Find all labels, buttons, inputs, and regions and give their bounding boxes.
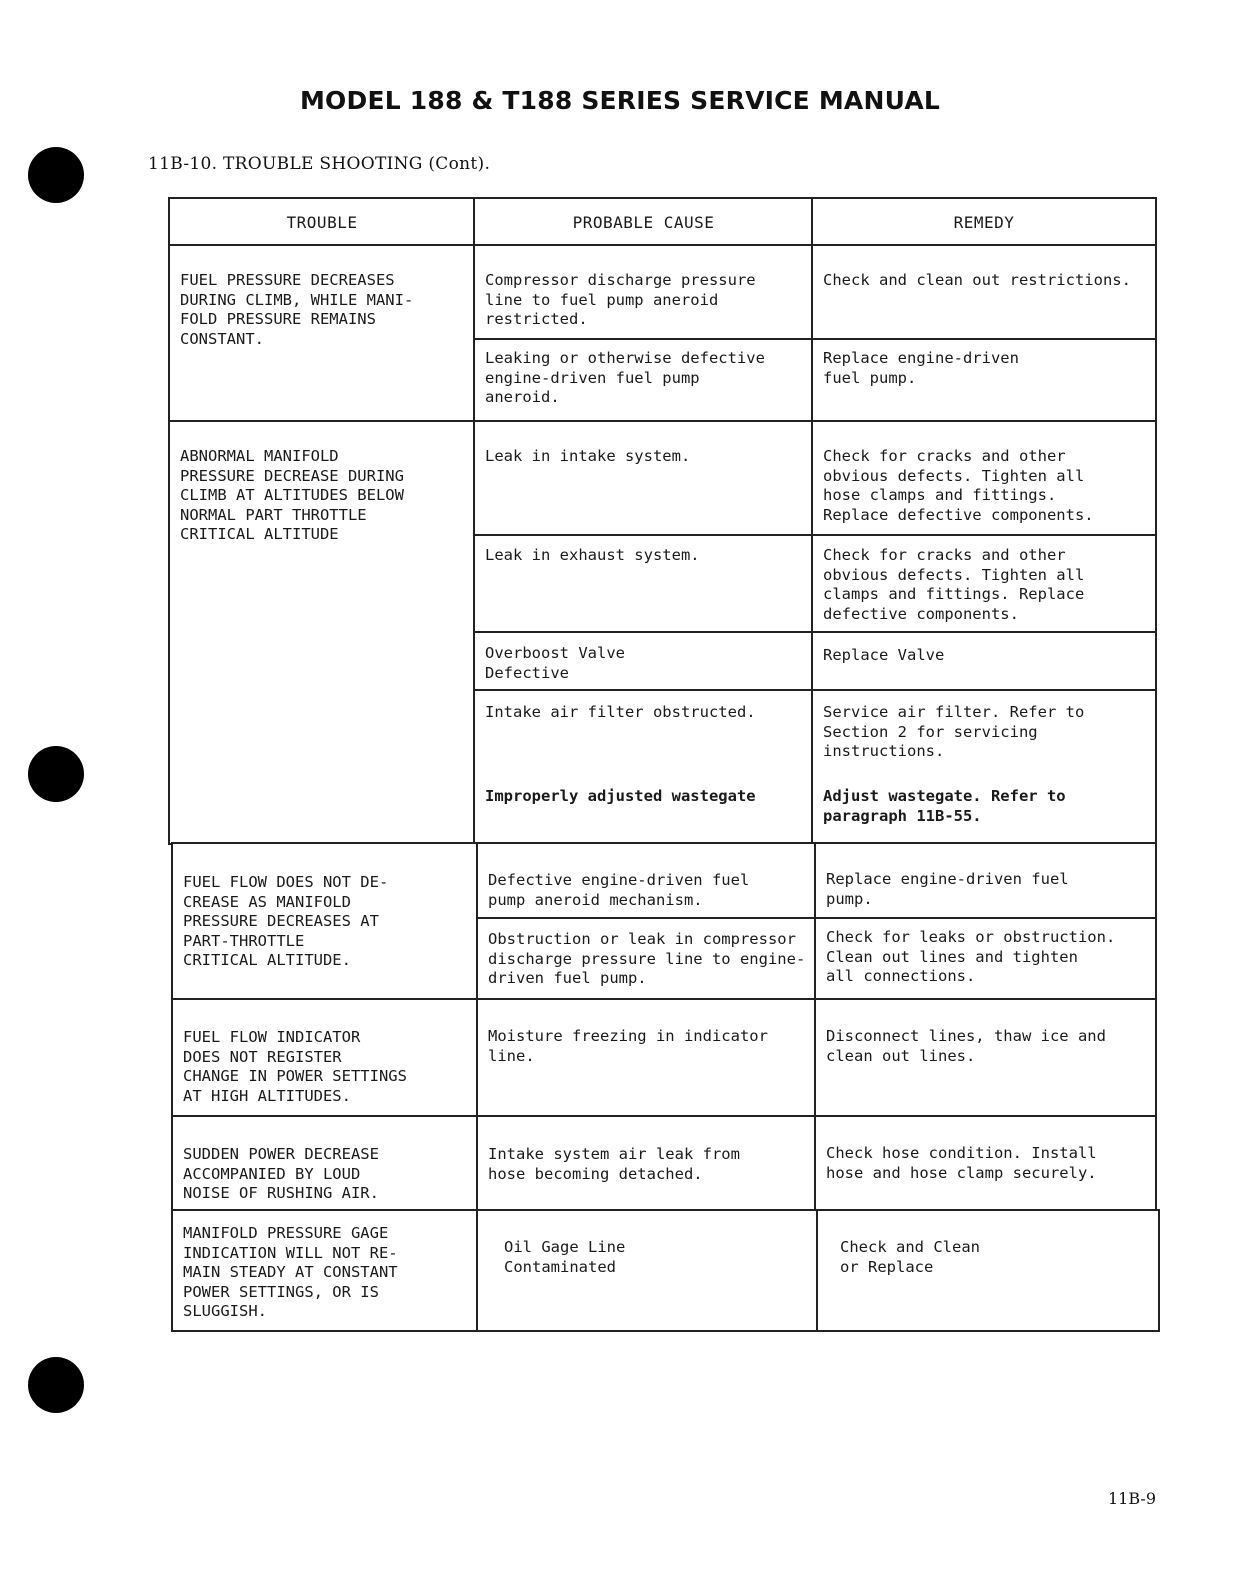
binder-hole-top (28, 147, 84, 203)
page-number: 11B-9 (1108, 1489, 1156, 1508)
cause-text: Improperly adjusted wastegate (485, 787, 756, 805)
cause-text: Compressor discharge pressure line to fuel pump aneroid restricted. (485, 271, 756, 328)
trouble-text: MANIFOLD PRESSURE GAGE INDICATION WILL NOT RE- MAIN STEADY AT CONSTANT POWER SETTINGS, OR IS SLUGGISH. (183, 1224, 398, 1320)
cause-text: Leak in intake system. (485, 447, 691, 465)
trouble-cell (171, 1115, 479, 1212)
binder-hole-middle (28, 746, 84, 802)
remedy-cell (814, 1115, 1157, 1212)
trouble-cell (168, 420, 476, 845)
cause-cell (473, 689, 814, 845)
trouble-text: FUEL FLOW DOES NOT DE- CREASE AS MANIFOLD PRESSURE DECREASES AT PART-THROTTLE CRITICAL ALTITUDE. (183, 873, 389, 969)
remedy-text: Check for cracks and other obvious defects. Tighten all clamps and fittings. Replace defective components. (823, 546, 1085, 623)
trouble-text: ABNORMAL MANIFOLD PRESSURE DECREASE DURING CLIMB AT ALTITUDES BELOW NORMAL PART THROTTLE CRITICAL ALTITUDE (180, 447, 404, 543)
trouble-cell (168, 244, 476, 423)
remedy-cell (811, 631, 1157, 692)
remedy-text: Service air filter. Refer to Section 2 for servicing instructions. (823, 703, 1085, 760)
remedy-text: Check for leaks or obstruction. Clean out lines and tighten all connections. (826, 928, 1116, 985)
remedy-text: Check hose condition. Install hose and hose clamp securely. (826, 1144, 1097, 1182)
remedy-cell (811, 338, 1157, 423)
trouble-text: FUEL FLOW INDICATOR DOES NOT REGISTER CHANGE IN POWER SETTINGS AT HIGH ALTITUDES. (183, 1028, 407, 1105)
cause-text: Moisture freezing in indicator line. (488, 1027, 768, 1065)
remedy-cell (811, 244, 1157, 341)
cause-text: Defective engine-driven fuel pump aneroid mechanism. (488, 871, 750, 909)
cause-cell (473, 244, 814, 341)
trouble-text: FUEL PRESSURE DECREASES DURING CLIMB, WHILE MANI- FOLD PRESSURE REMAINS CONSTANT. (180, 271, 414, 348)
trouble-cell (171, 1209, 479, 1332)
cause-cell (473, 631, 814, 692)
cause-text: Leak in exhaust system. (485, 546, 700, 564)
cause-text: Obstruction or leak in compressor discharge pressure line to engine- driven fuel pump. (488, 930, 806, 987)
cause-cell (476, 1115, 817, 1212)
cause-cell (476, 917, 817, 1001)
cause-cell (476, 1209, 819, 1332)
cause-cell (473, 420, 814, 537)
remedy-text: Disconnect lines, thaw ice and clean out lines. (826, 1027, 1106, 1065)
column-header-cause (473, 197, 814, 247)
remedy-cell (814, 917, 1157, 1001)
cause-text: Leaking or otherwise defective engine-driven fuel pump aneroid. (485, 349, 765, 406)
cause-cell (476, 842, 817, 920)
cause-text: Overboost Valve Defective (485, 644, 625, 682)
binder-hole-bottom (28, 1357, 84, 1413)
cause-text: Oil Gage Line Contaminated (504, 1238, 626, 1276)
cause-cell (476, 998, 817, 1118)
cause-text: Intake system air leak from hose becoming detached. (488, 1145, 740, 1183)
column-header-trouble (168, 197, 476, 247)
remedy-cell (811, 534, 1157, 634)
remedy-text: Check and clean out restrictions. (823, 271, 1131, 289)
remedy-cell (814, 998, 1157, 1118)
cause-text: Intake air filter obstructed. (485, 703, 756, 721)
remedy-text: Check for cracks and other obvious defects. Tighten all hose clamps and fittings. Replace defective components. (823, 447, 1094, 524)
remedy-cell (816, 1209, 1160, 1332)
trouble-cell (171, 842, 479, 1001)
remedy-text: Adjust wastegate. Refer to paragraph 11B-55. (823, 787, 1066, 825)
remedy-cell (811, 689, 1157, 845)
remedy-cell (811, 420, 1157, 537)
remedy-text: Replace engine-driven fuel pump. (826, 870, 1069, 908)
section-heading: 11B-10. TROUBLE SHOOTING (Cont). (148, 154, 491, 174)
trouble-cell (171, 998, 479, 1118)
remedy-text: Replace engine-driven fuel pump. (823, 349, 1019, 387)
page-title: MODEL 188 & T188 SERIES SERVICE MANUAL (299, 86, 941, 115)
cause-cell (473, 338, 814, 423)
column-header-trouble-label: TROUBLE (286, 212, 358, 232)
remedy-text: Replace Valve (823, 646, 945, 664)
cause-cell (473, 534, 814, 634)
column-header-cause-label: PROBABLE CAUSE (572, 212, 715, 232)
trouble-text: SUDDEN POWER DECREASE ACCOMPANIED BY LOUD NOISE OF RUSHING AIR. (183, 1145, 379, 1202)
column-header-remedy (811, 197, 1157, 247)
remedy-cell (814, 842, 1157, 920)
remedy-text: Check and Clean or Replace (840, 1238, 980, 1276)
column-header-remedy-label: REMEDY (953, 212, 1015, 232)
